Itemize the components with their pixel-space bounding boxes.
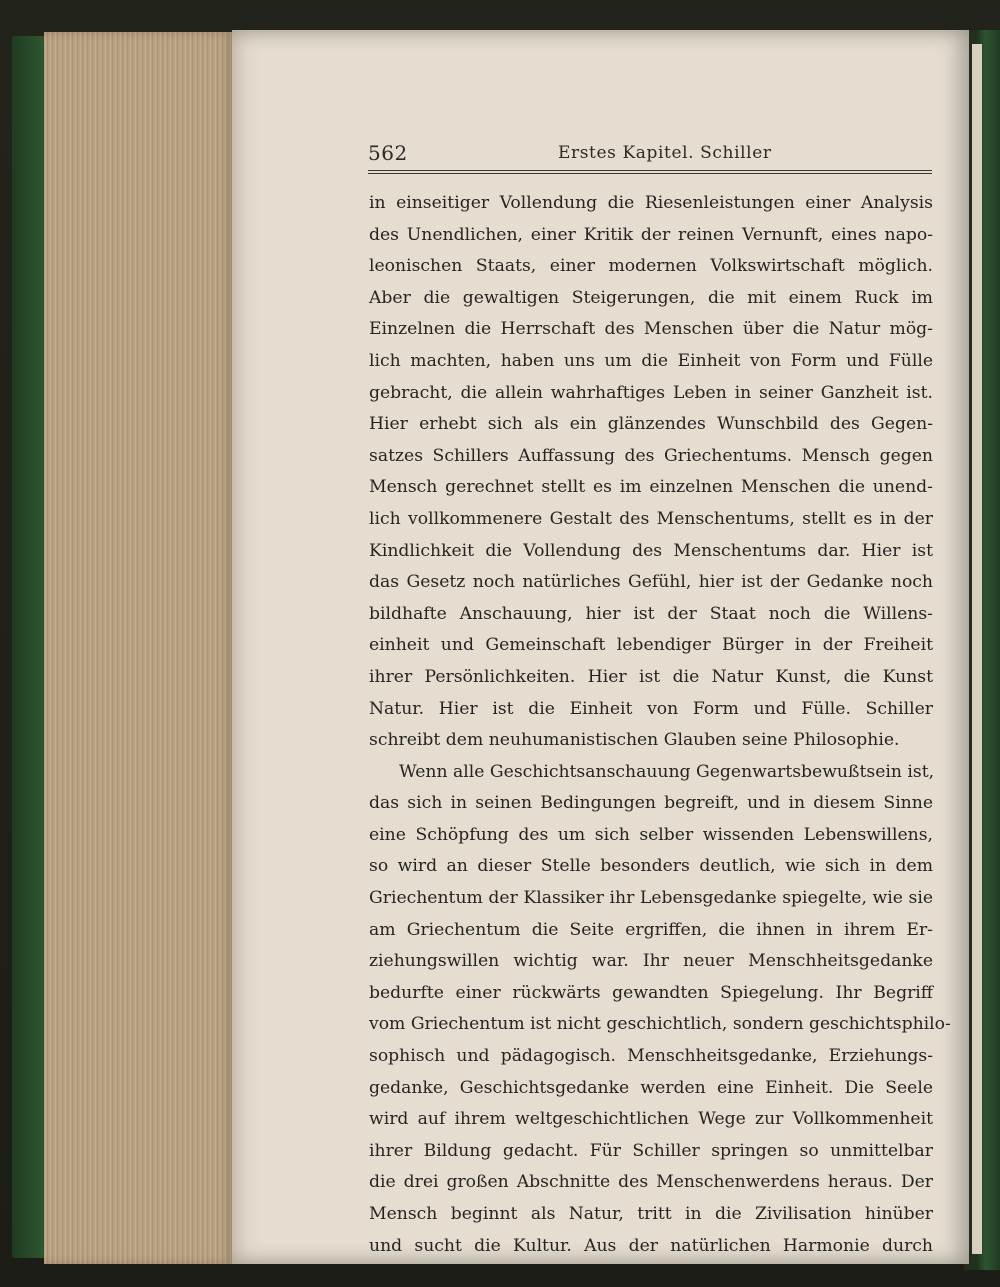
text-line: in einseitiger Vollendung die Riesenleistungen einer Analysis <box>369 193 933 213</box>
text-line: bedurfte einer rückwärts gewandten Spiegelung. Ihr Begriff <box>369 982 933 1003</box>
text-line: das Gesetz noch natürliches Gefühl, hier ist der Gedanke noch <box>369 572 933 593</box>
text-line: satzes Schillers Auffassung des Griechentums. Mensch gegen <box>369 445 933 466</box>
facing-page-sliver <box>972 44 982 1254</box>
text-line: vom Griechentum ist nicht geschichtlich, sondern geschichtsphilo- <box>369 1014 951 1035</box>
text-line: Mensch gerechnet stellt es im einzelnen Menschen die unend- <box>369 477 933 498</box>
text-line: Aber die gewaltigen Steigerungen, die mit einem Ruck im <box>369 287 933 308</box>
text-line: so wird an dieser Stelle besonders deutlich, wie sich in dem <box>369 856 933 877</box>
text-line: lich vollkommenere Gestalt des Menschentums, stellt es in der <box>369 508 933 529</box>
text-line: gebracht, die allein wahrhaftiges Leben in seiner Ganzheit ist. <box>369 382 933 403</box>
text-line: die drei großen Abschnitte des Menschenwerdens heraus. Der <box>369 1172 933 1193</box>
text-line: wird auf ihrem weltgeschichtlichen Wege zur Vollkommenheit <box>369 1109 933 1130</box>
text-line: ziehungswillen wichtig war. Ihr neuer Menschheitsgedanke <box>369 951 933 972</box>
text-line: einheit und Gemeinschaft lebendiger Bürger in der Freiheit <box>369 635 933 656</box>
text-line: Einzelnen die Herrschaft des Menschen über die Natur mög- <box>369 319 933 340</box>
text-line: des Unendlichen, einer Kritik der reinen Vernunft, eines napo- <box>369 224 933 245</box>
body-text <box>369 188 951 1262</box>
text-line: schreibt dem neuhumanistischen Glauben seine Philosophie. <box>369 730 900 751</box>
text-line: ihrer Bildung gedacht. Für Schiller springen so unmittelbar <box>369 1140 933 1161</box>
text-line: gedanke, Geschichtsgedanke werden eine Einheit. Die Seele <box>369 1077 933 1098</box>
book-cover-right <box>964 30 1000 1270</box>
text-line: bildhafte Anschauung, hier ist der Staat noch die Willens- <box>369 603 933 624</box>
text-line: Mensch beginnt als Natur, tritt in die Zivilisation hinüber <box>369 1204 933 1224</box>
text-line: und sucht die Kultur. Aus der natürlichen Harmonie durch <box>369 1235 933 1256</box>
running-title: Erstes Kapitel. Schiller <box>558 143 772 163</box>
text-line: am Griechentum die Seite ergriffen, die ihnen in ihrem Er- <box>369 919 933 940</box>
header-rule <box>368 170 932 174</box>
text-line: Wenn alle Geschichtsanschauung Gegenwartsbewußtsein ist, <box>399 761 935 782</box>
text-line: Kindlichkeit die Vollendung des Menschentums dar. Hier ist <box>369 540 933 561</box>
page-number: 562 <box>368 141 408 165</box>
page-header <box>368 141 932 171</box>
text-line: das sich in seinen Bedingungen begreift, und in diesem Sinne <box>369 793 933 814</box>
text-line: Hier erhebt sich als ein glänzendes Wunschbild des Gegen- <box>369 414 933 435</box>
text-line: eine Schöpfung des um sich selber wissenden Lebenswillens, <box>369 824 933 845</box>
text-line: lich machten, haben uns um die Einheit von Form und Fülle <box>369 350 933 371</box>
text-line: sophisch und pädagogisch. Menschheitsgedanke, Erziehungs- <box>369 1046 933 1067</box>
text-line: ihrer Persönlichkeiten. Hier ist die Natur Kunst, die Kunst <box>369 666 933 687</box>
text-line: Natur. Hier ist die Einheit von Form und Fülle. Schiller <box>369 698 933 719</box>
page-edges-stack <box>44 32 234 1264</box>
text-line: leonischen Staats, einer modernen Volkswirtschaft möglich. <box>369 256 933 277</box>
text-line: Griechentum der Klassiker ihr Lebensgedanke spiegelte, wie sie <box>369 888 933 909</box>
